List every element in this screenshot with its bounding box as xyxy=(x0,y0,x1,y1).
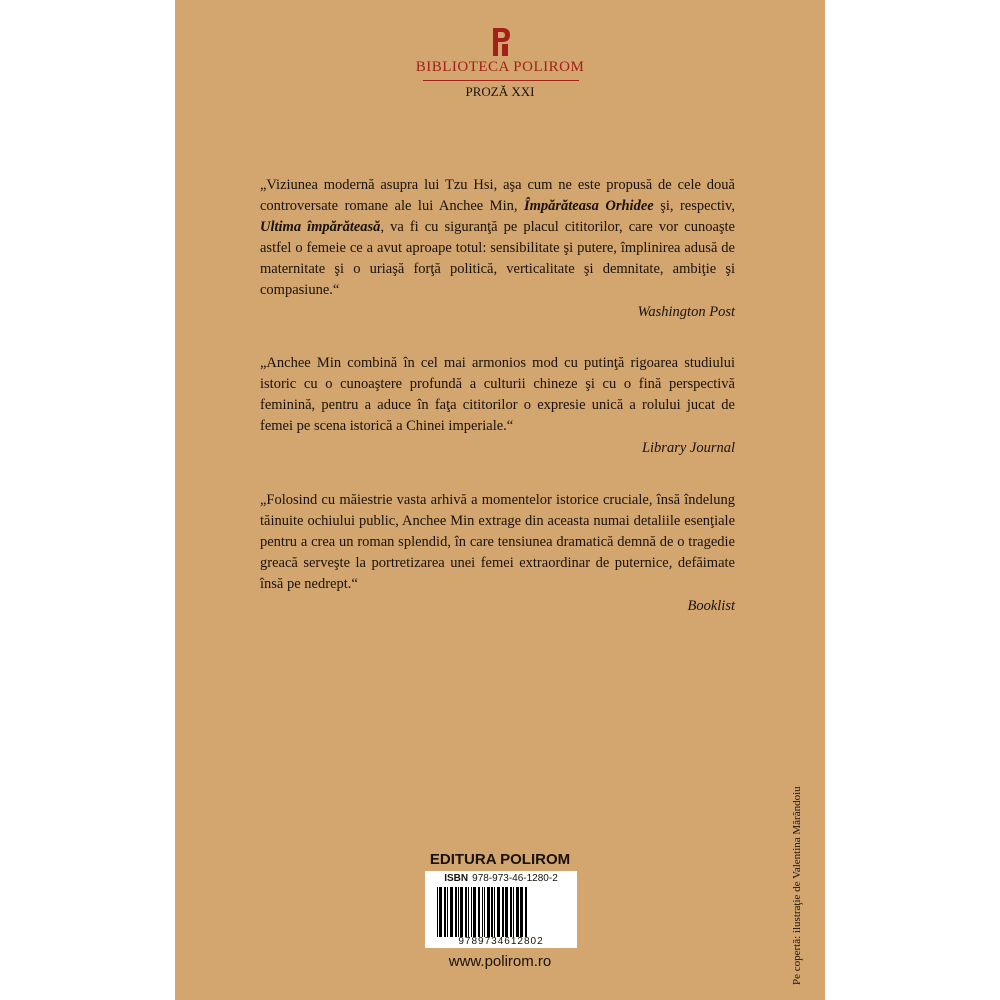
isbn-line xyxy=(425,873,577,884)
series-subtitle: PROZĂ XXI xyxy=(465,84,535,99)
barcode-bar xyxy=(478,887,480,937)
quote-2 xyxy=(260,353,735,459)
book-title-2: Ultima împărăteasă xyxy=(260,219,381,235)
quote-1-source: Washington Post xyxy=(637,304,735,320)
barcode-bar xyxy=(450,887,453,937)
quote-3-source: Booklist xyxy=(687,598,735,614)
barcode-bar xyxy=(444,887,446,937)
polirom-logo-icon xyxy=(490,27,512,57)
series-name: BIBLIOTECA POLIROM xyxy=(415,59,585,75)
barcode-bar xyxy=(447,887,448,937)
publisher-name: EDITURA POLIROM xyxy=(429,851,571,868)
isbn-number: 978-973-46-1280-2 xyxy=(472,873,558,884)
quote-1-text xyxy=(260,175,735,301)
cover-credit xyxy=(790,700,810,985)
barcode-bar xyxy=(497,887,500,937)
barcode-bar xyxy=(494,887,495,937)
back-cover xyxy=(175,0,825,1000)
barcode-bar xyxy=(502,887,504,937)
publisher-url: www.polirom.ro xyxy=(448,953,552,970)
quote-1-part: şi, respectiv, xyxy=(653,198,735,214)
quote-1 xyxy=(260,175,735,323)
isbn-label: ISBN xyxy=(444,873,469,884)
barcode-bar xyxy=(520,887,523,937)
barcode-bar xyxy=(458,887,459,937)
quote-2-text: „Anchee Min combină în cel mai armonios mod cu putinţă rigoarea studiului istoric cu o cunoaştere profundă a culturii chineze şi cu o fină perspectivă feminină, pentru a aduce în faţa cititorilor o expresie unică a rolului jucat de femei pe scena istorică a Chinei imperiale.“ xyxy=(260,355,735,434)
barcode-bar xyxy=(468,887,469,937)
book-title-1: Împărăteasa Orhidee xyxy=(523,198,654,214)
barcode-bar xyxy=(473,887,476,937)
barcode-bar xyxy=(460,887,463,937)
barcode-bar xyxy=(471,887,472,937)
series-divider xyxy=(423,80,579,81)
barcode-bar xyxy=(505,887,508,937)
quote-1-part: , va fi cu siguranţă pe placul cititorilor, care vor cunoaşte astfel o femeie ce a avut aproape totul: sensibilitate şi putere, împlinirea adusă de maternitate şi o uriaşă forţă politică, verticalitate şi demnitate, ambiţie şi compasiune.“ xyxy=(260,219,735,298)
quote-3 xyxy=(260,490,735,617)
barcode-bar xyxy=(437,887,438,937)
quote-2-source: Library Journal xyxy=(641,440,735,456)
quote-3-text: „Folosind cu măiestrie vasta arhivă a momentelor istorice cruciale, însă îndelung tăinuite ochiului public, Anchee Min extrage din aceasta numai detaliile esenţiale pentru a crea un roman splendid, în care tensiunea dramatică demnă de o tragedie greacă serveşte la portretizarea unei femei extraordinar de puternice, defăimate însă pe nedrept.“ xyxy=(260,492,735,592)
cover-credit-text: Pe copertă: ilustraţie de Valentina Mărăndoiu xyxy=(791,786,803,985)
barcode-bar xyxy=(439,887,442,937)
barcode-bar xyxy=(525,887,527,937)
barcode-bar xyxy=(487,887,490,937)
barcode-bar xyxy=(516,887,519,937)
barcode-bar xyxy=(484,887,485,937)
isbn-barcode xyxy=(425,871,577,948)
barcode-bar xyxy=(465,887,467,937)
barcode-bar xyxy=(491,887,493,937)
ean-digits: 9789734612802 xyxy=(458,936,544,947)
barcode-bar xyxy=(455,887,457,937)
quote-1-part: „Viziunea modernă asupra lui Tzu Hsi, aşa cum ne este propusă de cele două controversate romane ale lui Anchee Min, xyxy=(260,177,735,214)
barcode-bar xyxy=(513,887,514,937)
barcode-bar xyxy=(482,887,483,937)
barcode-icon xyxy=(435,887,571,937)
barcode-bar xyxy=(510,887,512,937)
